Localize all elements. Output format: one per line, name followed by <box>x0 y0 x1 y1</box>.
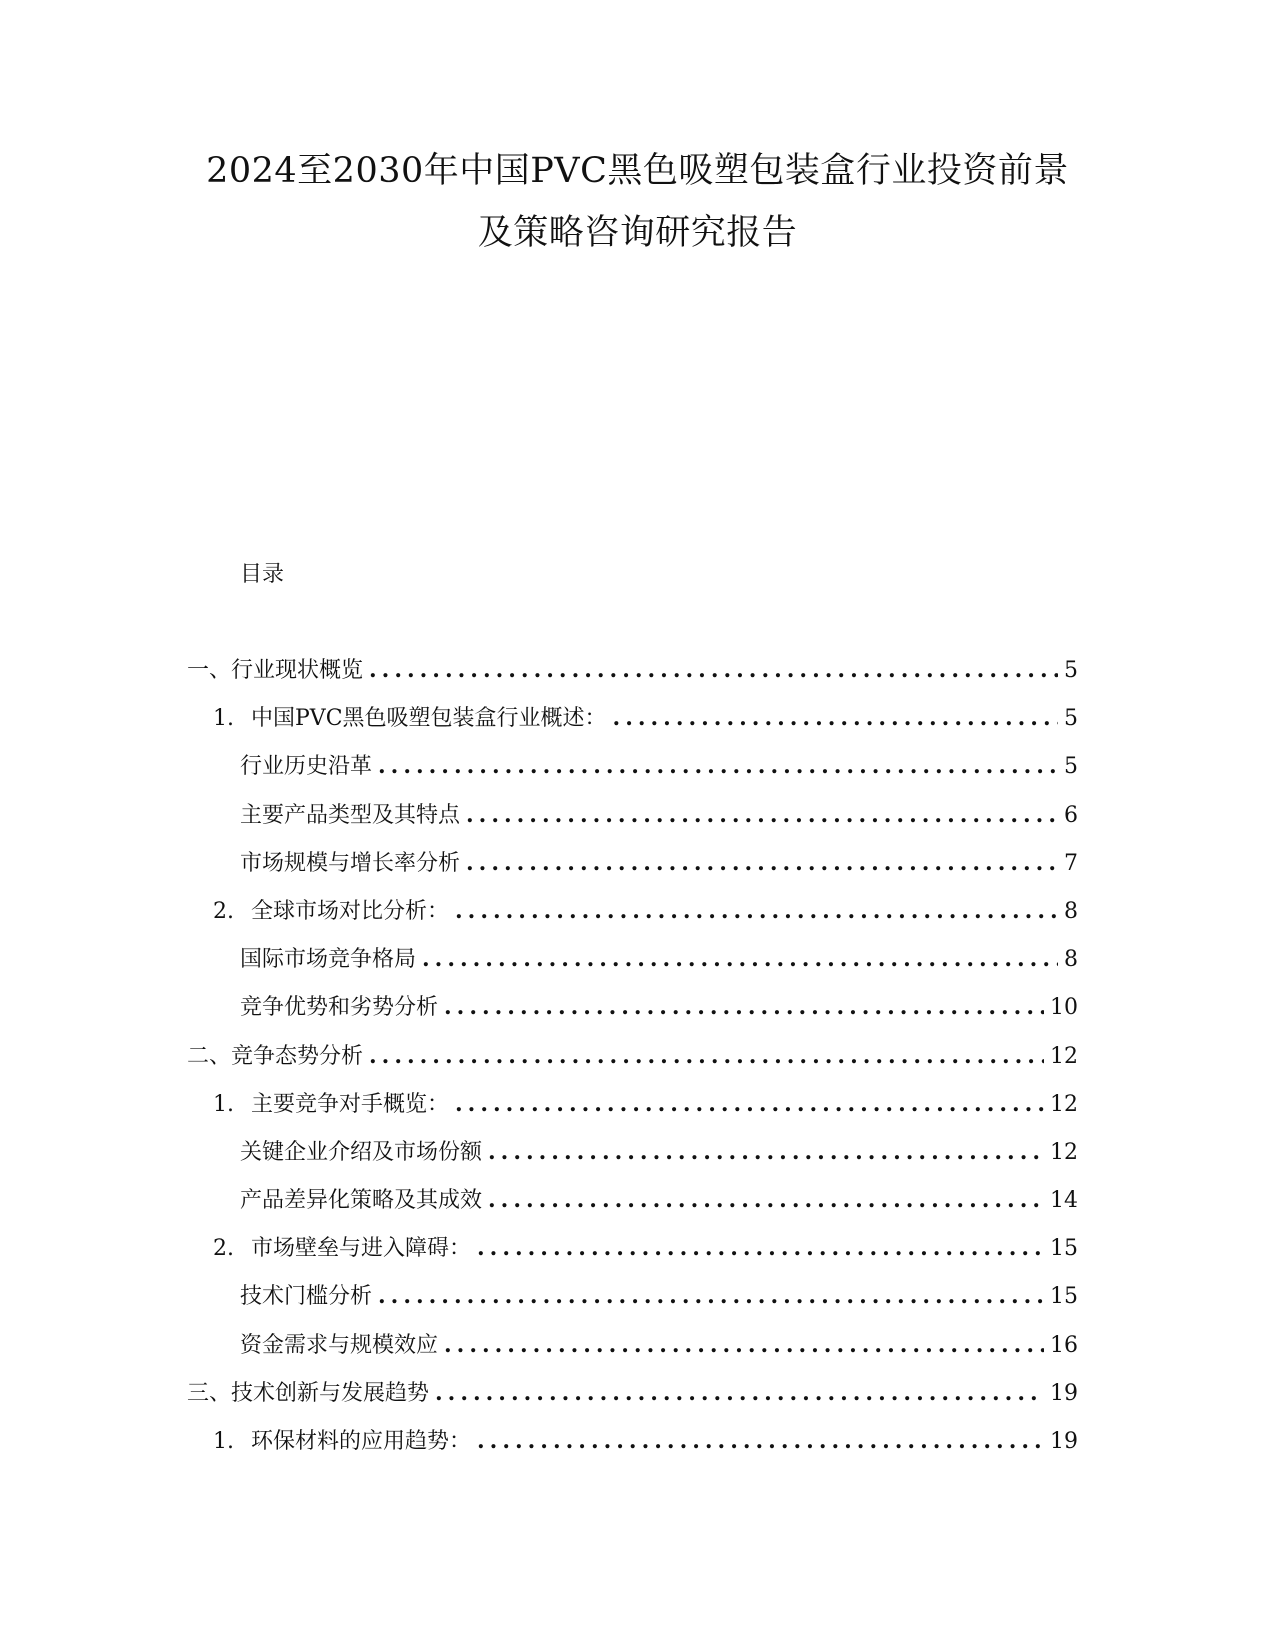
toc-page-number: 6 <box>1064 802 1078 828</box>
toc-heading: 目录 <box>240 562 285 587</box>
toc-entry-text: 市场壁垒与进入障碍： <box>251 1236 472 1262</box>
toc-entry-number: 1. <box>213 706 234 732</box>
toc-entry-number: 1. <box>213 1091 234 1117</box>
toc-page-number: 16 <box>1050 1332 1078 1358</box>
toc-entry-number: 2. <box>213 898 234 924</box>
toc-leader-dots <box>477 1233 1044 1263</box>
toc-entry-label <box>240 945 416 975</box>
toc-page-number: 12 <box>1050 1139 1078 1165</box>
toc-entry-text: 三、技术创新与发展趋势 <box>187 1380 430 1406</box>
toc-entry-number: 2. <box>213 1236 234 1262</box>
toc-leader-dots <box>369 1041 1044 1071</box>
toc-page-number: 5 <box>1064 754 1078 780</box>
toc-entry[interactable] <box>187 703 1078 751</box>
toc-entry-label <box>213 1427 471 1457</box>
toc-leader-dots <box>613 703 1058 733</box>
toc-page-number: 10 <box>1050 995 1078 1021</box>
toc-leader-dots <box>466 848 1058 878</box>
toc-entry-text: 资金需求与规模效应 <box>240 1332 439 1358</box>
toc-entry[interactable] <box>187 1041 1078 1089</box>
toc-entry-label <box>240 993 438 1023</box>
toc-leader-dots <box>488 1185 1044 1215</box>
toc-entry[interactable] <box>187 1089 1078 1137</box>
toc-entry-text: 产品差异化策略及其成效 <box>240 1188 483 1214</box>
toc-leader-dots <box>435 1378 1044 1408</box>
toc-entry[interactable] <box>187 800 1078 848</box>
toc-leader-dots <box>378 751 1058 781</box>
toc-page-number: 19 <box>1050 1380 1078 1406</box>
toc-entry-text: 国际市场竞争格局 <box>240 947 417 973</box>
toc-page-number: 12 <box>1050 1043 1078 1069</box>
toc-entry-label <box>213 1234 471 1264</box>
toc-entry-text: 行业历史沿革 <box>240 754 373 780</box>
table-of-contents <box>187 655 1078 1474</box>
title-line-2: 及策略咨询研究报告 <box>477 213 798 253</box>
toc-page-number: 14 <box>1050 1188 1078 1214</box>
toc-entry[interactable] <box>187 1378 1078 1426</box>
toc-entry-label <box>187 1379 429 1409</box>
toc-entry-label <box>240 1138 482 1168</box>
toc-entry-text: 市场规模与增长率分析 <box>240 850 461 876</box>
toc-page-number: 12 <box>1050 1091 1078 1117</box>
toc-leader-dots <box>455 1089 1044 1119</box>
toc-entry-label <box>213 897 449 927</box>
toc-entry-label <box>240 849 460 879</box>
toc-entry-label <box>213 1090 449 1120</box>
toc-entry[interactable] <box>187 1426 1078 1474</box>
document-title <box>0 140 1275 264</box>
toc-entry[interactable] <box>187 1233 1078 1281</box>
toc-page-number: 5 <box>1064 706 1078 732</box>
toc-entry-text: 主要竞争对手概览： <box>251 1091 450 1117</box>
toc-entry[interactable] <box>187 1330 1078 1378</box>
toc-leader-dots <box>455 896 1058 926</box>
toc-entry[interactable] <box>187 848 1078 896</box>
toc-page-number: 7 <box>1064 850 1078 876</box>
toc-entry-text: 二、竞争态势分析 <box>187 1043 364 1069</box>
toc-entry[interactable] <box>187 751 1078 799</box>
toc-page-number: 19 <box>1050 1429 1078 1454</box>
toc-entry-label <box>187 1042 363 1072</box>
toc-leader-dots <box>422 944 1058 974</box>
toc-entry-label <box>240 1331 438 1361</box>
toc-entry-label <box>240 1186 482 1216</box>
toc-entry-text: 全球市场对比分析： <box>251 898 450 924</box>
toc-leader-dots <box>466 800 1058 830</box>
toc-entry[interactable] <box>187 896 1078 944</box>
toc-entry-text: 关键企业介绍及市场份额 <box>240 1139 483 1165</box>
toc-leader-dots <box>444 992 1044 1022</box>
title-line-1: 2024至2030年中国PVC黑色吸塑包装盒行业投资前景 <box>206 151 1069 191</box>
toc-entry-text: 技术门槛分析 <box>240 1284 373 1310</box>
toc-entry-text: 中国PVC黑色吸塑包装盒行业概述： <box>251 706 607 732</box>
toc-entry[interactable] <box>187 1185 1078 1233</box>
toc-entry[interactable] <box>187 1281 1078 1329</box>
toc-leader-dots <box>488 1137 1044 1167</box>
toc-page-number: 15 <box>1050 1284 1078 1310</box>
toc-entry-text: 主要产品类型及其特点 <box>240 802 461 828</box>
toc-entry-label <box>240 801 460 831</box>
toc-entry-text: 一、行业现状概览 <box>187 658 364 683</box>
toc-entry-number: 1. <box>213 1429 234 1454</box>
toc-entry-text: 环保材料的应用趋势： <box>251 1429 472 1454</box>
toc-entry[interactable] <box>187 1137 1078 1185</box>
toc-entry[interactable] <box>187 992 1078 1040</box>
toc-entry-text: 竞争优势和劣势分析 <box>240 995 439 1021</box>
toc-entry-label <box>187 656 363 686</box>
toc-leader-dots <box>477 1426 1044 1456</box>
toc-entry-label <box>240 1282 372 1312</box>
toc-page-number: 8 <box>1064 947 1078 973</box>
toc-entry-label <box>213 704 607 734</box>
toc-entry[interactable] <box>187 655 1078 703</box>
toc-page-number: 5 <box>1064 658 1078 683</box>
toc-leader-dots <box>378 1281 1044 1311</box>
toc-entry-label <box>240 752 372 782</box>
toc-page-number: 8 <box>1064 898 1078 924</box>
toc-entry[interactable] <box>187 944 1078 992</box>
toc-leader-dots <box>444 1330 1044 1360</box>
toc-leader-dots <box>369 655 1058 685</box>
toc-page-number: 15 <box>1050 1236 1078 1262</box>
